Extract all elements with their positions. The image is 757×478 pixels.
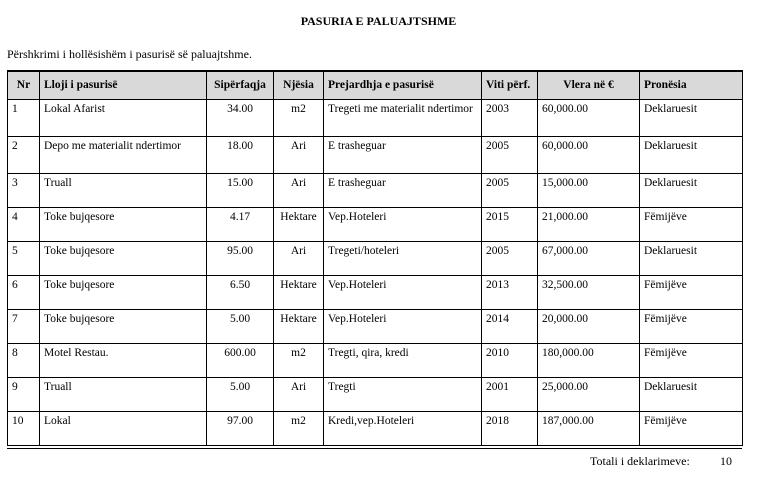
cell-prejardhja: E trasheguar (324, 174, 482, 208)
cell-vlera: 180,000.00 (538, 344, 640, 378)
cell-lloji: Toke bujqesore (40, 208, 207, 242)
header-lloji: Lloji i pasurisë (40, 71, 207, 100)
table-row (8, 276, 743, 310)
cell-viti: 2005 (482, 174, 538, 208)
cell-viti: 2001 (482, 378, 538, 412)
cell-vlera: 20,000.00 (538, 310, 640, 344)
cell-nr: 2 (8, 137, 40, 174)
cell-nr: 10 (8, 412, 40, 446)
cell-prejardhja: Vep.Hoteleri (324, 276, 482, 310)
cell-lloji: Toke bujqesore (40, 276, 207, 310)
cell-nr: 3 (8, 174, 40, 208)
cell-lloji: Lokal (40, 412, 207, 446)
cell-vlera: 15,000.00 (538, 174, 640, 208)
document-description: Përshkrimi i hollësishëm i pasurisë së paluajtshme. (7, 47, 252, 61)
cell-pronesia: Fëmijëve (640, 208, 743, 242)
cell-njesia: Ari (274, 378, 324, 412)
cell-pronesia: Fëmijëve (640, 344, 743, 378)
cell-njesia: Ari (274, 137, 324, 174)
cell-vlera: 67,000.00 (538, 242, 640, 276)
cell-lloji: Toke bujqesore (40, 310, 207, 344)
cell-pronesia: Fëmijëve (640, 412, 743, 446)
cell-pronesia: Deklaruesit (640, 100, 743, 137)
cell-prejardhja: Kredi,vep.Hoteleri (324, 412, 482, 446)
cell-pronesia: Fëmijëve (640, 276, 743, 310)
table-row (8, 378, 743, 412)
cell-prejardhja: E trasheguar (324, 137, 482, 174)
cell-njesia: m2 (274, 344, 324, 378)
cell-njesia: Ari (274, 174, 324, 208)
cell-viti: 2015 (482, 208, 538, 242)
cell-vlera: 21,000.00 (538, 208, 640, 242)
total-value: 10 (720, 454, 732, 468)
cell-nr: 5 (8, 242, 40, 276)
cell-vlera: 187,000.00 (538, 412, 640, 446)
cell-njesia: Ari (274, 242, 324, 276)
cell-njesia: Hektare (274, 310, 324, 344)
header-njesia: Njësia (274, 71, 324, 100)
cell-vlera: 32,500.00 (538, 276, 640, 310)
cell-viti: 2014 (482, 310, 538, 344)
header-prejardhja: Prejardhja e pasurisë (324, 71, 482, 100)
cell-vlera: 60,000.00 (538, 137, 640, 174)
cell-viti: 2005 (482, 137, 538, 174)
cell-siperfaqja: 6.50 (207, 276, 274, 310)
cell-viti: 2018 (482, 412, 538, 446)
header-nr: Nr (8, 71, 40, 100)
cell-njesia: m2 (274, 412, 324, 446)
table-row (8, 412, 743, 446)
cell-siperfaqja: 4.17 (207, 208, 274, 242)
cell-nr: 7 (8, 310, 40, 344)
table-row (8, 310, 743, 344)
cell-viti: 2005 (482, 242, 538, 276)
cell-pronesia: Deklaruesit (640, 242, 743, 276)
cell-nr: 9 (8, 378, 40, 412)
cell-siperfaqja: 5.00 (207, 378, 274, 412)
cell-nr: 4 (8, 208, 40, 242)
header-viti: Viti përf. (482, 71, 538, 100)
table-header-row (8, 71, 743, 100)
cell-prejardhja: Vep.Hoteleri (324, 208, 482, 242)
cell-siperfaqja: 15.00 (207, 174, 274, 208)
cell-lloji: Truall (40, 378, 207, 412)
cell-viti: 2003 (482, 100, 538, 137)
cell-lloji: Motel Restau. (40, 344, 207, 378)
table-row (8, 137, 743, 174)
cell-nr: 6 (8, 276, 40, 310)
cell-prejardhja: Tregti, qira, kredi (324, 344, 482, 378)
table-row (8, 174, 743, 208)
cell-pronesia: Deklaruesit (640, 137, 743, 174)
table-row (8, 344, 743, 378)
cell-siperfaqja: 34.00 (207, 100, 274, 137)
header-siperfaqja: Sipërfaqja (207, 71, 274, 100)
cell-lloji: Truall (40, 174, 207, 208)
cell-vlera: 25,000.00 (538, 378, 640, 412)
cell-siperfaqja: 5.00 (207, 310, 274, 344)
header-pronesia: Pronësia (640, 71, 743, 100)
document-title: PASURIA E PALUAJTSHME (300, 14, 457, 28)
cell-pronesia: Fëmijëve (640, 310, 743, 344)
table-footer-divider (7, 448, 742, 449)
cell-prejardhja: Tregeti/hoteleri (324, 242, 482, 276)
header-vlera: Vlera në € (538, 71, 640, 100)
cell-siperfaqja: 95.00 (207, 242, 274, 276)
table-row (8, 242, 743, 276)
cell-nr: 1 (8, 100, 40, 137)
cell-viti: 2010 (482, 344, 538, 378)
cell-lloji: Depo me materialit ndertimor (40, 137, 207, 174)
table-row (8, 100, 743, 137)
cell-pronesia: Deklaruesit (640, 378, 743, 412)
total-label: Totali i deklarimeve: (590, 454, 690, 468)
cell-vlera: 60,000.00 (538, 100, 640, 137)
assets-table (7, 70, 743, 446)
cell-prejardhja: Tregti (324, 378, 482, 412)
cell-lloji: Toke bujqesore (40, 242, 207, 276)
cell-nr: 8 (8, 344, 40, 378)
cell-siperfaqja: 600.00 (207, 344, 274, 378)
table-row (8, 208, 743, 242)
cell-njesia: Hektare (274, 276, 324, 310)
cell-prejardhja: Vep.Hoteleri (324, 310, 482, 344)
cell-pronesia: Deklaruesit (640, 174, 743, 208)
cell-siperfaqja: 18.00 (207, 137, 274, 174)
cell-lloji: Lokal Afarist (40, 100, 207, 137)
cell-viti: 2013 (482, 276, 538, 310)
cell-njesia: m2 (274, 100, 324, 137)
cell-prejardhja: Tregeti me materialit ndertimor (324, 100, 482, 137)
cell-siperfaqja: 97.00 (207, 412, 274, 446)
cell-njesia: Hektare (274, 208, 324, 242)
